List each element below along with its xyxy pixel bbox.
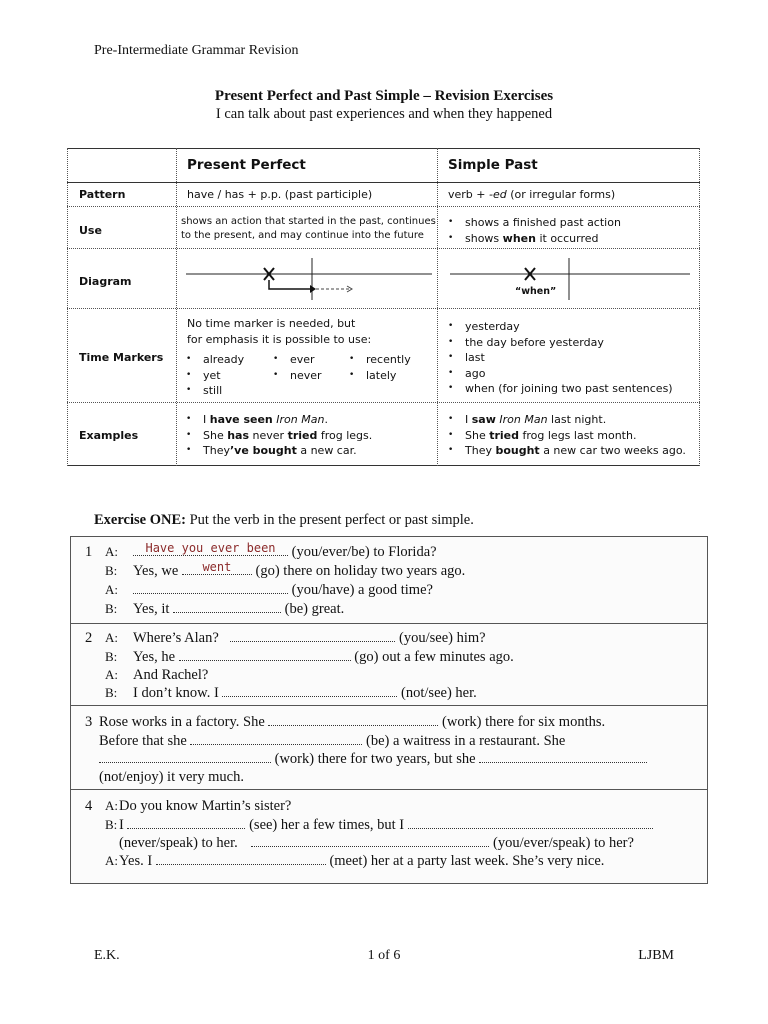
q4-answer-blank-1[interactable]: [127, 816, 245, 829]
q2-answer-blank-1[interactable]: [230, 629, 395, 642]
col-header-present-perfect: Present Perfect: [187, 157, 306, 173]
page-subtitle: I can talk about past experiences and when they happened: [215, 106, 553, 122]
pattern-present-perfect: have / has + p.p. (past participle): [187, 188, 373, 201]
row-label-diagram: Diagram: [79, 275, 132, 288]
q1-answer-blank-2[interactable]: went: [182, 562, 252, 575]
footer-left: E.K.: [94, 948, 120, 963]
examples-present-perfect: • I have seen Iron Man. • She has never tried frog legs. • They’ve bought a new car.: [183, 412, 372, 459]
q4-answer-blank-4[interactable]: [156, 852, 326, 865]
exercise-title: Exercise ONE: Put the verb in the present perfect or past simple.: [94, 512, 474, 528]
pp-markers-col3: • recently • lately: [346, 352, 411, 383]
q3-answer-blank-3[interactable]: [99, 750, 271, 763]
q4-answer-blank-2[interactable]: [408, 816, 653, 829]
row-label-time-markers: Time Markers: [79, 351, 164, 364]
pp-markers-col2: • ever • never: [270, 352, 322, 383]
row-label-use: Use: [79, 224, 102, 237]
simple-past-timeline-diagram: [444, 252, 696, 304]
pattern-simple-past: verb + -ed (or irregular forms): [448, 188, 616, 201]
q1-answer-blank-3[interactable]: [133, 581, 288, 594]
when-label: “when”: [515, 286, 557, 297]
row-label-pattern: Pattern: [79, 188, 126, 201]
q2-answer-blank-3[interactable]: [222, 684, 397, 697]
q1-answer-blank-4[interactable]: [173, 600, 281, 613]
pp-markers-col1: • already • yet • still: [183, 352, 244, 399]
use-simple-past: • shows a finished past action • shows when it occurred: [445, 215, 621, 246]
col-header-simple-past: Simple Past: [448, 157, 538, 173]
examples-simple-past: • I saw Iron Man last night. • She tried frog legs last month. • They bought a new car two weeks ago.: [445, 412, 686, 459]
q1-answer-blank-1[interactable]: Have you ever been: [133, 543, 288, 556]
time-markers-intro: No time marker is needed, but for emphasis it is possible to use:: [187, 317, 372, 346]
use-present-perfect: shows an action that started in the past, continues to the present, and may continue into the future: [181, 216, 436, 241]
q4-answer-blank-3[interactable]: [251, 834, 489, 847]
q3-answer-blank-1[interactable]: [268, 713, 438, 726]
present-perfect-timeline-diagram: [182, 252, 434, 304]
sp-markers: • yesterday • the day before yesterday • last • ago • when (for joining two past sentences): [445, 319, 673, 397]
page-title: Present Perfect and Past Simple – Revision Exercises: [214, 88, 554, 104]
q2-answer-blank-2[interactable]: [179, 648, 351, 661]
q3-answer-blank-2[interactable]: [190, 732, 362, 745]
row-label-examples: Examples: [79, 429, 139, 442]
footer-page-number: 1 of 6: [367, 948, 401, 963]
running-header: Pre-Intermediate Grammar Revision: [94, 43, 299, 58]
grammar-table: [67, 148, 700, 466]
footer-right: LJBM: [638, 948, 674, 963]
exercise-box: 1 A: Have you ever been (you/ever/be) to Florida? B: Yes, we went (go) there on holiday two years ago. A: (you/have) a good time? B: Yes, it (be) great. 2 A: Where’s Alan? (you/see) him? B: Yes, he (go) out a few minutes ago. A: And Rachel? B: I don’t know. I (not/see) her. 3 Rose works in a factory. She (work) there for six months. Before that she (be) a waitress in a restaurant. She (work) there for two years, but she (not/enjoy) it very much. 4 A: Do you know Martin’s sister? B: I (see) her a few times, but I (never/speak) to her. (you/ever/speak) to her? A: Yes. I (meet) her at a party last week. She’s very nice.: [70, 536, 708, 884]
q3-answer-blank-4[interactable]: [479, 750, 647, 763]
